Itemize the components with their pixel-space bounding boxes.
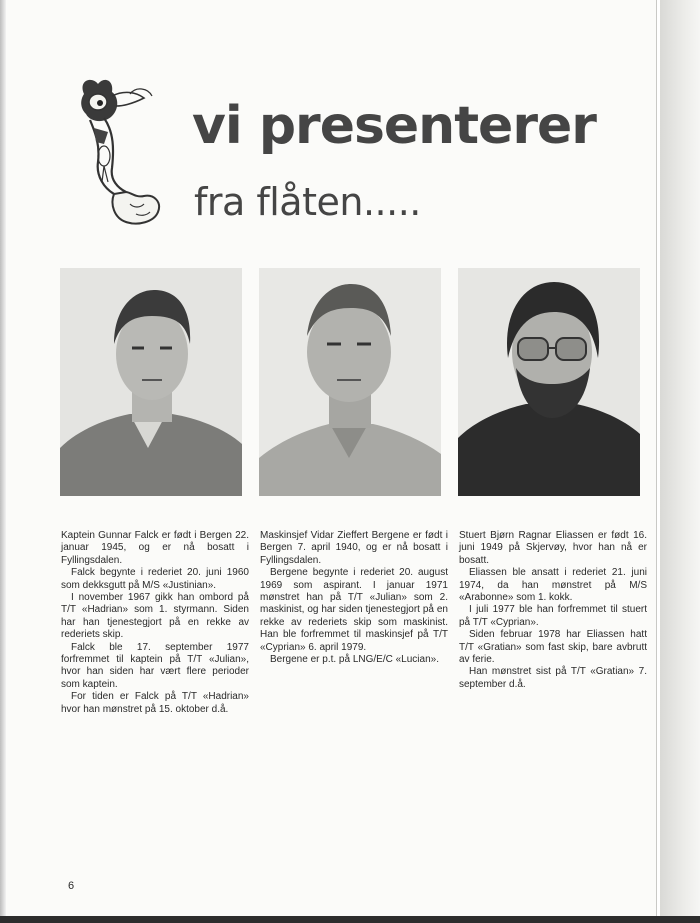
profile-paragraph: Stuert Bjørn Ragnar Eliassen er født 16. juni 1949 på Skjervøy, hvor han nå er bosatt. (459, 530, 647, 566)
profile-paragraph: Bergene er p.t. på LNG/E/C «Lucian». (270, 654, 439, 666)
profile-column-1 (61, 530, 249, 716)
profile-column-3 (459, 530, 647, 691)
profile-paragraph: Bergene begynte i rederiet 20. august 1969 som aspirant. I januar 1971 mønstret han på T/T «Julian» som 2. maskinist, og har siden tjenestegjort på en rekke av rederiets skip som maskinist. Han ble forfremmet til maskinsjef på T/T «Cyprian» 6. april 1979. (260, 567, 448, 653)
portrait-photo-3 (458, 268, 640, 496)
magazine-page (6, 0, 657, 918)
profile-paragraph: I juli 1977 ble han forfremmet til stuert på T/T «Cyprian». (459, 604, 647, 628)
profile-paragraph: Eliassen ble ansatt i rederiet 21. juni 1974, da han mønstret på M/S «Arabonne» som 1. kokk. (459, 567, 647, 604)
next-page-edge (660, 0, 700, 923)
page-subtitle: fra flåten..... (194, 180, 421, 224)
profile-paragraph: Kaptein Gunnar Falck er født i Bergen 22. januar 1945, og er nå bosatt i Fyllingsdalen. (61, 530, 249, 566)
profile-paragraph: Han mønstret sist på T/T «Gratian» 7. september d.å. (459, 666, 647, 690)
portrait-photo-1 (60, 268, 242, 496)
scan-bottom-edge (0, 916, 700, 923)
page-number: 6 (68, 880, 75, 892)
portrait-photo-2 (259, 268, 441, 496)
cartoon-mascot-illustration (74, 72, 166, 237)
profile-paragraph: Siden februar 1978 har Eliassen hatt T/T «Gratian» som fast skip, bare avbrutt av ferie. (459, 629, 647, 666)
page-title: vi presenterer (192, 96, 596, 156)
profile-paragraph: Falck ble 17. september 1977 forfremmet til kaptein på T/T «Julian», hvor han siden har vært flere perioder som kaptein. (61, 641, 249, 690)
profile-paragraph: Maskinsjef Vidar Zieffert Bergene er født i Bergen 7. april 1940, og er nå bosatt i Fyllingsdalen. (260, 530, 448, 566)
profile-paragraph: For tiden er Falck på T/T «Hadrian» hvor han mønstret på 15. oktober d.å. (61, 691, 249, 715)
profile-column-2 (260, 530, 448, 666)
profile-paragraph: I november 1967 gikk han ombord på T/T «Hadrian» som 1. styrmann. Siden har han tjenestegjort på en rekke av rederiets skip. (61, 592, 249, 641)
profile-paragraph: Falck begynte i rederiet 20. juni 1960 som dekksgutt på M/S «Justinian». (61, 567, 249, 591)
